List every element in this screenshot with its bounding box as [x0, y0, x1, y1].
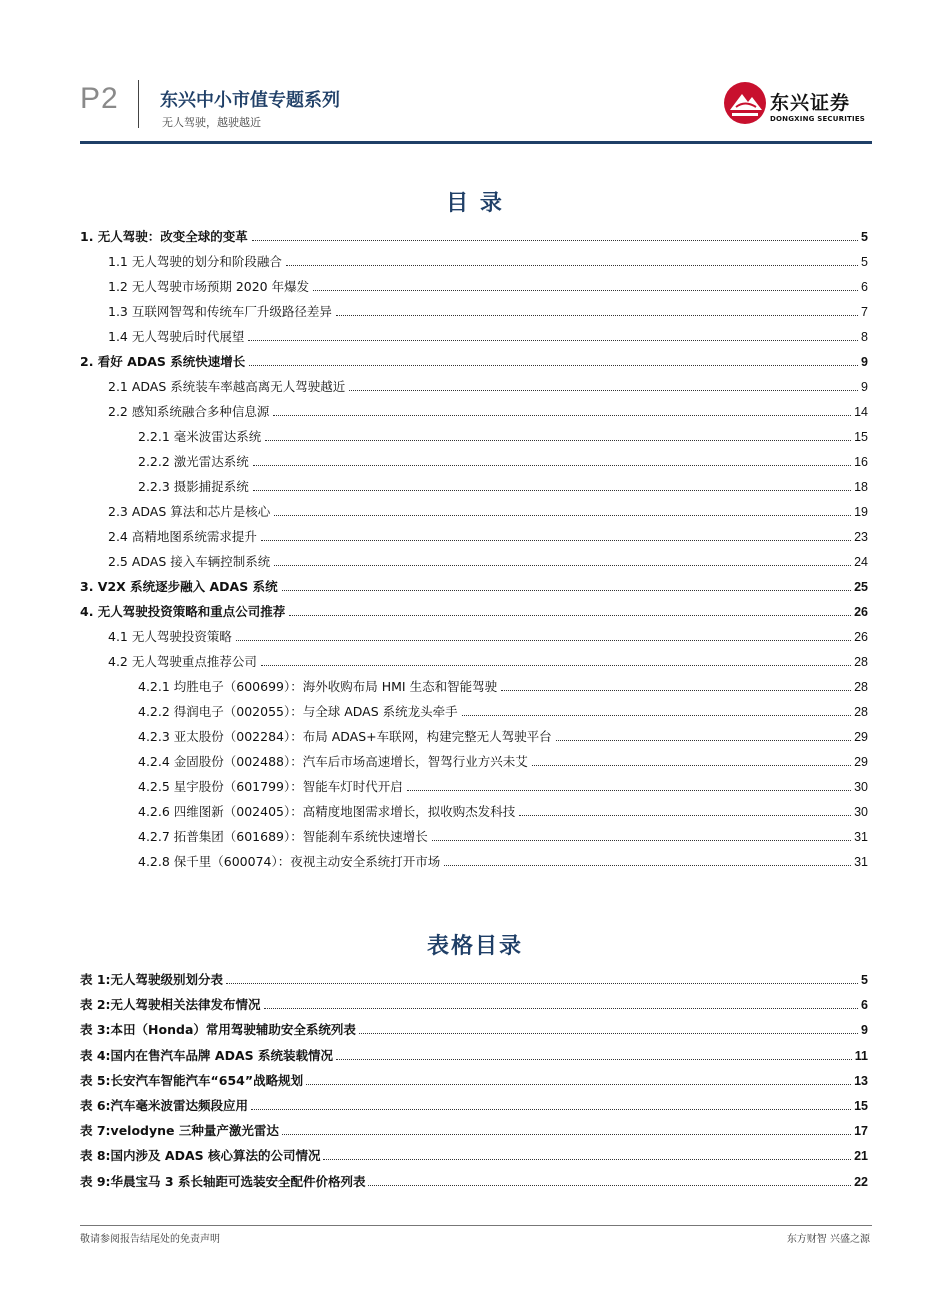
- dot-leader: [407, 789, 851, 791]
- toc-entry-page: 7: [861, 305, 868, 319]
- dot-leader: [261, 664, 851, 666]
- toc-entry[interactable]: [138, 825, 868, 845]
- toc-entry[interactable]: [108, 500, 868, 520]
- toc-entry[interactable]: [138, 475, 868, 495]
- toc-entry[interactable]: [108, 300, 868, 320]
- page-header: [80, 78, 872, 144]
- table-entry-label: 表 8:国内涉及 ADAS 核心算法的公司情况: [80, 1148, 321, 1163]
- dot-leader: [444, 864, 851, 866]
- toc-entry-page: 28: [854, 655, 868, 669]
- report-subtitle: 无人驾驶，越驶越近: [162, 116, 261, 129]
- table-entry-page: 17: [854, 1124, 868, 1138]
- toc-entry[interactable]: [108, 525, 868, 545]
- toc-entry-label: 1.1 无人驾驶的划分和阶段融合: [108, 254, 282, 269]
- toc-entry-page: 31: [854, 830, 868, 844]
- toc-entry-label: 3. V2X 系统逐步融入 ADAS 系统: [80, 579, 278, 594]
- dot-leader: [462, 714, 851, 716]
- table-entry-page: 5: [861, 973, 868, 987]
- table-list-entry[interactable]: [80, 1170, 868, 1190]
- dot-leader: [274, 564, 851, 566]
- toc-entry-label: 4.2.2 得润电子（002055）：与全球 ADAS 系统龙头牵手: [138, 704, 458, 719]
- toc-entry-label: 4.1 无人驾驶投资策略: [108, 629, 232, 644]
- toc-entry-label: 4.2.1 均胜电子（600699）：海外收购布局 HMI 生态和智能驾驶: [138, 679, 498, 694]
- toc-entry-page: 9: [861, 355, 868, 369]
- series-title: 东兴中小市值专题系列: [160, 90, 340, 111]
- dot-leader: [282, 589, 852, 591]
- toc-entry-label: 4.2.8 保千里（600074）：夜视主动安全系统打开市场: [138, 854, 441, 869]
- company-logo: [722, 78, 872, 128]
- toc-entry-page: 29: [854, 730, 868, 744]
- dot-leader: [289, 614, 851, 616]
- table-entry-label: 表 5:长安汽车智能汽车“654”战略规划: [80, 1073, 304, 1088]
- toc-entry-label: 2.2.3 摄影捕捉系统: [138, 479, 249, 494]
- toc-entry-label: 4.2.6 四维图新（002405）：高精度地图需求增长，拟收购杰发科技: [138, 804, 516, 819]
- toc-entry-label: 2.5 ADAS 接入车辆控制系统: [108, 554, 271, 569]
- dot-leader: [264, 1007, 858, 1009]
- toc-entry-label: 4. 无人驾驶投资策略和重点公司推荐: [80, 604, 286, 619]
- table-list-entry[interactable]: [80, 993, 868, 1013]
- toc-entry[interactable]: [108, 400, 868, 420]
- toc-title: 目 录: [446, 191, 504, 216]
- dot-leader: [519, 814, 851, 816]
- toc-entry-page: 29: [854, 755, 868, 769]
- table-entry-page: 15: [854, 1099, 868, 1113]
- dot-leader: [556, 739, 851, 741]
- dot-leader: [323, 1158, 851, 1160]
- dot-leader: [313, 289, 858, 291]
- toc-entry[interactable]: [80, 575, 868, 595]
- toc-entry-page: 6: [861, 280, 868, 294]
- toc-entry[interactable]: [138, 750, 868, 770]
- table-entry-label: 表 1:无人驾驶级别划分表: [80, 972, 224, 987]
- toc-entry-page: 31: [854, 855, 868, 869]
- toc-entry-page: 18: [854, 480, 868, 494]
- dot-leader: [532, 764, 851, 766]
- toc-entry-label: 1.2 无人驾驶市场预期 2020 年爆发: [108, 279, 310, 294]
- toc-entry[interactable]: [108, 375, 868, 395]
- dot-leader: [253, 464, 851, 466]
- toc-entry-label: 4.2.5 星宇股份（601799）：智能车灯时代开启: [138, 779, 403, 794]
- table-entry-page: 6: [861, 998, 868, 1012]
- toc-entry-page: 25: [854, 580, 868, 594]
- toc-entry[interactable]: [108, 650, 868, 670]
- logo-mark-icon: [722, 80, 768, 126]
- dot-leader: [286, 264, 858, 266]
- toc-entry-label: 2.2.1 毫米波雷达系统: [138, 429, 262, 444]
- table-entry-label: 表 4:国内在售汽车品牌 ADAS 系统装载情况: [80, 1048, 333, 1063]
- dot-leader: [251, 1108, 851, 1110]
- toc-entry-label: 4.2.4 金固股份（002488）：汽车后市场高速增长，智驾行业方兴未艾: [138, 754, 528, 769]
- toc-entry[interactable]: [138, 800, 868, 820]
- table-list-entry[interactable]: [80, 968, 868, 988]
- toc-entry-label: 2.2 感知系统融合多种信息源: [108, 404, 270, 419]
- toc-entry[interactable]: [108, 550, 868, 570]
- dot-leader: [252, 239, 858, 241]
- footer-rule: [80, 1225, 872, 1226]
- toc-entry-label: 2. 看好 ADAS 系统快速增长: [80, 354, 246, 369]
- toc-entry[interactable]: [108, 275, 868, 295]
- toc-entry[interactable]: [80, 350, 868, 370]
- table-entry-page: 9: [861, 1023, 868, 1037]
- toc-entry-page: 16: [854, 455, 868, 469]
- table-list-entry[interactable]: [80, 1144, 868, 1164]
- toc-entry[interactable]: [138, 425, 868, 445]
- page-number: P2: [80, 82, 119, 115]
- table-entry-page: 13: [854, 1074, 868, 1088]
- toc-entry-page: 28: [854, 680, 868, 694]
- table-entry-label: 表 7:velodyne 三种量产激光雷达: [80, 1123, 279, 1138]
- dot-leader: [349, 389, 858, 391]
- table-entry-label: 表 2:无人驾驶相关法律发布情况: [80, 997, 261, 1012]
- toc-entry[interactable]: [138, 725, 868, 745]
- dot-leader: [306, 1083, 851, 1085]
- footer-slogan: 东方财智 兴盛之源: [786, 1234, 870, 1245]
- toc-entry-page: 28: [854, 705, 868, 719]
- toc-entry-page: 9: [861, 380, 868, 394]
- toc-entry-label: 1.4 无人驾驶后时代展望: [108, 329, 245, 344]
- toc-entry-page: 30: [854, 780, 868, 794]
- dot-leader: [432, 839, 851, 841]
- dot-leader: [501, 689, 851, 691]
- table-entry-page: 11: [854, 1049, 868, 1063]
- dot-leader: [359, 1032, 858, 1034]
- dot-leader: [236, 639, 851, 641]
- dot-leader: [249, 364, 858, 366]
- toc-entry[interactable]: [80, 600, 868, 620]
- toc-entry[interactable]: [108, 625, 868, 645]
- table-entry-label: 表 3:本田（Honda）常用驾驶辅助安全系统列表: [80, 1022, 356, 1037]
- footer-disclaimer: 敬请参阅报告结尾处的免责声明: [80, 1234, 220, 1245]
- toc-entry[interactable]: [108, 250, 868, 270]
- dot-leader: [253, 489, 851, 491]
- toc-entry-page: 8: [861, 330, 868, 344]
- toc-entry-label: 2.1 ADAS 系统装车率越高离无人驾驶越近: [108, 379, 346, 394]
- toc-entry-page: 19: [854, 505, 868, 519]
- logo-chinese-name: 东兴证券: [770, 92, 851, 114]
- toc-entry-label: 1. 无人驾驶：改变全球的变革: [80, 229, 248, 244]
- toc-entry[interactable]: [138, 850, 868, 870]
- table-list-entry[interactable]: [80, 1119, 868, 1139]
- toc-entry[interactable]: [138, 675, 868, 695]
- table-entry-label: 表 9:华晨宝马 3 系长轴距可选装安全配件价格列表: [80, 1174, 366, 1189]
- dot-leader: [248, 339, 858, 341]
- toc-entry-page: 14: [854, 405, 868, 419]
- tables-toc-title: 表格目录: [426, 934, 523, 959]
- toc-entry-label: 1.3 互联网智驾和传统车厂升级路径差异: [108, 304, 332, 319]
- toc-entry[interactable]: [108, 325, 868, 345]
- dot-leader: [265, 439, 851, 441]
- dot-leader: [261, 539, 851, 541]
- toc-entry-page: 5: [861, 230, 868, 244]
- dot-leader: [282, 1133, 851, 1135]
- toc-entry-page: 24: [854, 555, 868, 569]
- table-entry-page: 21: [854, 1149, 868, 1163]
- header-divider: [138, 80, 139, 128]
- dot-leader: [368, 1184, 851, 1186]
- dot-leader: [226, 982, 858, 984]
- table-entry-label: 表 6:汽车毫米波雷达频段应用: [80, 1098, 249, 1113]
- toc-entry[interactable]: [138, 450, 868, 470]
- table-list-entry[interactable]: [80, 1069, 868, 1089]
- toc-entry[interactable]: [80, 225, 868, 245]
- toc-entry-label: 2.3 ADAS 算法和芯片是核心: [108, 504, 271, 519]
- dot-leader: [336, 314, 858, 316]
- toc-entry-page: 26: [854, 630, 868, 644]
- toc-entry-page: 30: [854, 805, 868, 819]
- toc-entry-label: 2.2.2 激光雷达系统: [138, 454, 249, 469]
- toc-entry-label: 2.4 高精地图系统需求提升: [108, 529, 257, 544]
- toc-entry-label: 4.2.3 亚太股份（002284）：布局 ADAS+车联网，构建完整无人驾驶平台: [138, 729, 552, 744]
- table-list-entry[interactable]: [80, 1094, 868, 1114]
- logo-english-name: DONGXING SECURITIES: [770, 115, 866, 123]
- toc-entry[interactable]: [138, 700, 868, 720]
- table-list-entry[interactable]: [80, 1044, 868, 1064]
- dot-leader: [336, 1058, 852, 1060]
- header-rule: [80, 141, 872, 144]
- toc-entry-page: 23: [854, 530, 868, 544]
- table-entry-page: 22: [854, 1175, 868, 1189]
- dot-leader: [274, 514, 851, 516]
- table-list-entry[interactable]: [80, 1018, 868, 1038]
- toc-entry-page: 5: [861, 255, 868, 269]
- toc-entry[interactable]: [138, 775, 868, 795]
- toc-entry-page: 15: [854, 430, 868, 444]
- toc-entry-label: 4.2.7 拓普集团（601689）：智能刹车系统快速增长: [138, 829, 428, 844]
- toc-entry-page: 26: [854, 605, 868, 619]
- toc-entry-label: 4.2 无人驾驶重点推荐公司: [108, 654, 257, 669]
- dot-leader: [273, 414, 851, 416]
